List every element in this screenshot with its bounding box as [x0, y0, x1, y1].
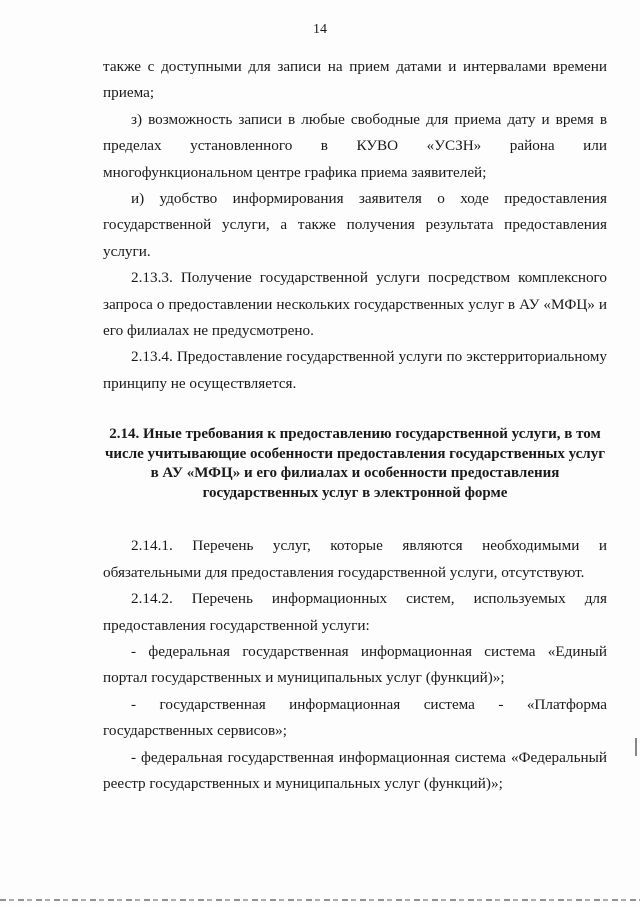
scan-edge-mark [635, 738, 637, 756]
section-heading-2-14: 2.14. Иные требования к предоставлению государственной услуги, в том числе учитывающие особенности предоставления государственных услуг в АУ «МФЦ» и его филиалах и особенности предоставления государственных услуг в электронной форме [104, 426, 606, 501]
paragraph-2-13-3: 2.13.3. Получение государственной услуги посредством комплексного запроса о предоставлении нескольких государственных услуг в АУ «МФЦ» и его филиалах не предусмотрено. [103, 269, 607, 340]
paragraph-item-i: и) удобство информирования заявителя о ходе предоставления государственной услуги, а также получения результата предоставления услуги. [103, 190, 607, 260]
paragraph-continuation: также с доступными для записи на прием датами и интервалами времени приема; [103, 58, 607, 102]
paragraph-2-14-1: 2.14.1. Перечень услуг, которые являются необходимыми и обязательными для предоставления государственной услуги, отсутствуют. [103, 537, 607, 581]
scan-bottom-edge [0, 899, 640, 901]
paragraph-2-13-4: 2.13.4. Предоставление государственной услуги по экстерриториальному принципу не осуществляется. [103, 348, 607, 392]
paragraph-item-z: з) возможность записи в любые свободные для приема дату и время в пределах установленного в КУВО «УСЗН» района или многофункциональном центре графика приема заявителей; [103, 110, 607, 181]
paragraph-2-14-2: 2.14.2. Перечень информационных систем, используемых для предоставления государственной услуги: [103, 590, 607, 634]
list-item-epgu: - федеральная государственная информационная система «Единый портал государственных и муниципальных услуг (функций)»; [103, 642, 607, 687]
list-item-frgu: - федеральная государственная информационная система «Федеральный реестр государственных и муниципальных услуг (функций)»; [103, 748, 607, 792]
document-body [103, 54, 607, 797]
list-item-platform: - государственная информационная система - «Платформа государственных сервисов»; [103, 695, 607, 740]
page-number: 14 [313, 22, 327, 37]
